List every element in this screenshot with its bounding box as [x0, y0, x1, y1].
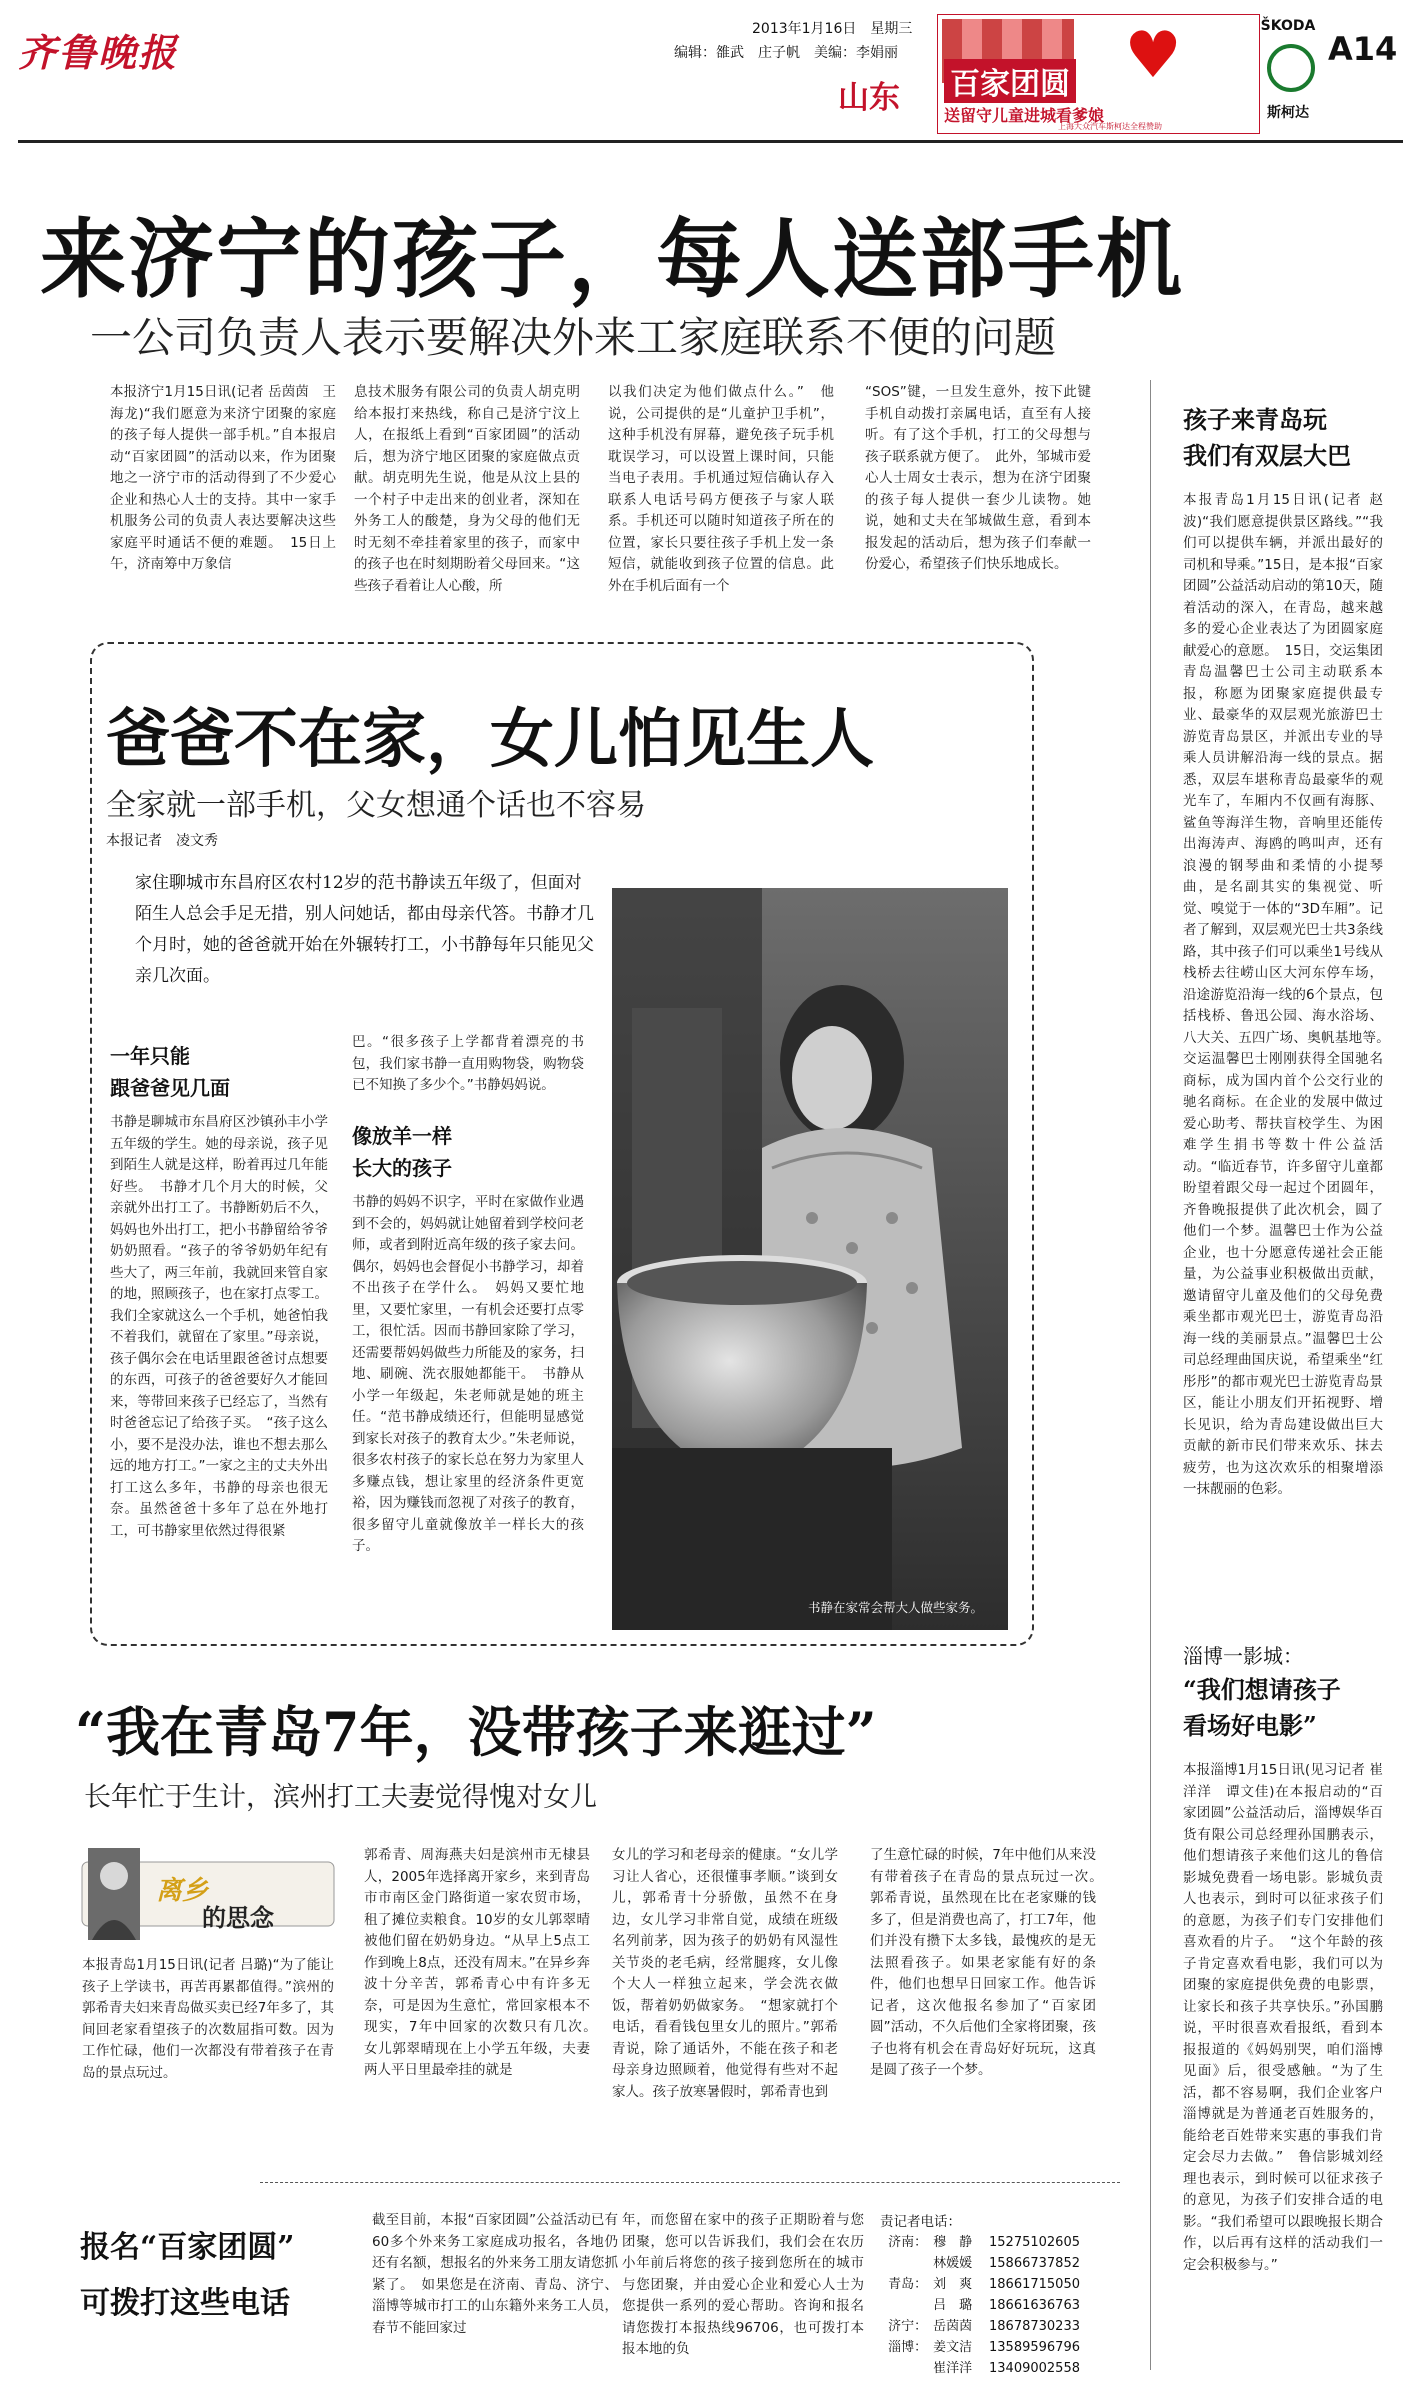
- banner-sponsor: 上海大众汽车斯柯达全程赞助: [1058, 122, 1162, 131]
- feature-column-2b: 书静的妈妈不识字，平时在家做作业遇到不会的，妈妈就让她留着到学校问老师，或者到附近高年级的孩子家去问。偶尔，妈妈也会督促小书静学习，却着不出孩子在学什么。 妈妈又要忙地里，又要忙家里，一有机会还要打点零工，很忙活。因而书静回家除了学习，还需要帮妈妈做些力所能及的家务，扫地、刷碗、洗衣服她都能干。 书静从小学一年级起，朱老师就是她的班主任。“范书静成绩还行，但能明显感觉到家长对孩子的教育太少。”朱老师说，很多农村孩子的家长总在努力为家里人多赚点钱，想让家里的经济条件更宽裕，因为赚钱而忽视了对孩子的教育，很多留守儿童就像放羊一样长大的孩子。: [352, 1194, 584, 1554]
- phone-entry-name: 刘 爽: [933, 2277, 973, 2292]
- zibo-kicker: 淄博一影城：: [1183, 1644, 1303, 1668]
- phone-entry-number: 15866737852: [989, 2256, 1080, 2271]
- phone-entry-city: [880, 2295, 927, 2316]
- phone-box-intro-2: 年，而您留在家中的孩子正期盼着与您团聚，您可以告诉我们，我们会在农历小年前后将您的孩子接到您所在的城市与您团聚，并由爱心企业和爱心人士为您提供一系列的爱心帮助。咨询和报名请您拨打本报热线96706，也可拨打本报本地的负: [622, 2212, 864, 2357]
- lead-subhead: 一公司负责人表示要解决外来工家庭联系不便的问题: [90, 313, 1057, 362]
- qingdao-column-4: 了生意忙碌的时候，7年中他们从来没有带着孩子在青岛的景点玩过一次。 郭希青说，虽然现在比在老家赚的钱多了，但是消费也高了，打工7年，他们并没有攒下太多钱，最愧疚的是无法照看孩子。如果老家能有好的条件，他们也想早日回家工作。他告诉记者，这次他报名参加了“百家团圆”活动，不久后他们全家将团聚，孩子也将有机会在青岛好好玩玩，这真是圆了孩子一个梦。: [870, 1847, 1110, 2078]
- phone-entry-city: 济宁：: [888, 2319, 928, 2334]
- phone-entry-city: [880, 2358, 927, 2379]
- feature-subtitle-1: 一年只能 跟爸爸见几面: [110, 1044, 230, 1100]
- heart-icon: ♥: [1124, 19, 1182, 93]
- section-name: 山东: [838, 80, 900, 116]
- sponsor-brand-cn: 斯柯达: [1267, 105, 1309, 121]
- phone-entry-number: 18661715050: [989, 2277, 1080, 2292]
- qingdao-bus-headline: 孩子来青岛玩 我们有双层大巴: [1183, 405, 1351, 470]
- sponsor-brand: ŠKODA: [1260, 18, 1316, 34]
- feature-byline: 本报记者 凌文秀: [106, 833, 218, 849]
- phone-entry-name: 崔洋洋: [933, 2361, 973, 2376]
- phone-box-intro-1: 截至目前，本报“百家团圆”公益活动已有60多个外来务工家庭成功报名，各地仍还有名额，想报名的外来务工朋友请您抓紧了。 如果您是在济南、青岛、济宁、淄博等城市打工的山东籍外来务工人员，春节不能回家过: [372, 2212, 618, 2336]
- lead-column-2: 息技术服务有限公司的负责人胡克明给本报打来热线，称自己是济宁汶上人，在报纸上看到“百家团圆”的活动后，想为济宁地区团聚的家庭做点贡献。胡克明先生说，他是从汶上县的一个村子中走出来的创业者，深知在外务工人的酸楚，身为父母的他们无时无刻不牵挂着家里的孩子，而家中的孩子也在时刻期盼着父母回来。“这些孩子看着让人心酸，所: [354, 384, 580, 594]
- phone-entry-name: 姜文洁: [933, 2340, 973, 2355]
- qingdao-column-2: 郭希青、周海燕夫妇是滨州市无棣县人，2005年选择离开家乡，来到青岛市市南区金门路街道一家农贸市场，租了摊位卖粮食。10岁的女儿郭翠晴被他们留在奶奶身边。“从早上5点工作到晚上8点，还没有周末。”在异乡奔波十分辛苦，郭希青心中有许多无奈，可是因为生意忙，常回家根本不现实，7年中回家的次数只有几次。 女儿郭翠晴现在上小学五年级，夫妻两人平日里最牵挂的就是: [364, 1847, 604, 2078]
- qingdao-column-1: 本报青岛1月15日讯(记者 吕璐)“为了能让孩子上学读书，再苦再累都值得。”滨州的郭希青夫妇来青岛做买卖已经7年多了，其间回老家看望孩子的次数屈指可数。因为工作忙碌，他们一次都没有带着孩子在青岛的景点玩过。: [82, 1957, 334, 2081]
- header-rule: [18, 140, 1403, 143]
- lead-column-1: 本报济宁1月15日讯(记者 岳茵茵 王海龙)“我们愿意为来济宁团聚的家庭的孩子每人提供一部手机。”自本报启动“百家团圆”的活动以来，作为团聚地之一济宁市的活动得到了不少爱心企业和热心人士的支持。其中一家手机服务公司的负责人表达要解决这些家庭平时通话不便的难题。 15日上午，济南筹中万象信: [110, 384, 336, 572]
- phone-entry-city: 淄博：: [888, 2340, 928, 2355]
- zibo-body: 本报淄博1月15日讯(见习记者 崔洋洋 谭文佳)在本报启动的“百家团圆”公益活动后，淄博娱华百货有限公司总经理孙国鹏表示，他们想请孩子来他们这儿的鲁信影城免费看一场电影。影城负责人也表示，到时可以征求孩子们的意愿，为孩子们专门安排他们喜欢看的片子。 “这个年龄的孩子肯定喜欢看电影，我们可以为团聚的家庭提供免费的电影票，让家长和孩子共享快乐。”孙国鹏说，平时很喜欢看报纸，看到本报报道的《妈妈别哭，咱们淄博见面》后，很受感触。“为了生活，都不容易啊，我们企业客户淄博就是为普通老百姓服务的，能给老百姓带来实惠的事我们肯定会尽力去做。” 鲁信影城刘经理也表示，到时候可以征求孩子的意见，为孩子们安排合适的电影。“我们希望可以跟晚报长期合作，以后再有这样的活动我们一定会积极参与。”: [1183, 1762, 1383, 2273]
- masthead-logo: 齐鲁晚报: [18, 30, 179, 75]
- feature-photo: [612, 888, 1008, 1630]
- skoda-arrow-icon: [1267, 44, 1315, 92]
- feature-headline: 爸爸不在家，女儿怕见生人: [106, 702, 874, 777]
- phone-box-headline: 报名“百家团圆” 可拨打这些电话: [80, 2230, 295, 2321]
- phone-entry-city: [880, 2253, 927, 2274]
- phone-entry-number: 13409002558: [989, 2361, 1080, 2376]
- phone-entry-name: 吕 璐: [933, 2298, 973, 2313]
- girl-cooking-photo: [612, 888, 1008, 1630]
- phone-entry-city: 青岛：: [888, 2277, 928, 2292]
- feature-subtitle-2: 像放羊一样 长大的孩子: [352, 1124, 452, 1180]
- phone-entry-city: 济南：: [888, 2235, 928, 2250]
- qingdao-column-3: 女儿的学习和老母亲的健康。“女儿学习让人省心，还很懂事孝顺。”谈到女儿，郭希青十分骄傲，虽然不在身边，女儿学习非常自觉，成绩在班级名列前茅，因为孩子的奶奶有风湿性关节炎的老毛病，经常腿疼，女儿像个大人一样独立起来，学会洗衣做饭，帮着奶奶做家务。 “想家就打个电话，看看钱包里女儿的照片。”郭希青说，除了通话外，不能在孩子和老母亲身边照顾着，他觉得有些对不起家人。孩子放寒暑假时，郭希青也到: [612, 1847, 838, 2100]
- page-number: A14: [1328, 30, 1398, 68]
- phone-entry-number: 15275102605: [989, 2235, 1080, 2250]
- date-line: 2013年1月16日 星期三: [752, 21, 913, 37]
- phone-entry: [880, 2316, 1080, 2337]
- phone-entry: [880, 2232, 1080, 2253]
- phone-list: [880, 2232, 1080, 2379]
- phone-entry: [880, 2337, 1080, 2358]
- phone-box-rule: [260, 2182, 1120, 2184]
- badge-text-bottom: 的思念: [202, 1903, 274, 1932]
- homesick-badge: [82, 1842, 334, 1946]
- phone-entry: [880, 2295, 1080, 2316]
- phone-entry-name: 岳茵茵: [933, 2319, 973, 2334]
- qingdao-bus-body: 本报青岛1月15日讯(记者 赵波)“我们愿意提供景区路线。”“我们可以提供车辆，并派出最好的司机和导乘。”15日，是本报“百家团圆”公益活动启动的第10天，随着活动的深入，在青岛，越来越多的爱心企业表达了为团圆家庭献爱心的意愿。 15日，交运集团青岛温馨巴士公司主动联系本报，称愿为团聚家庭提供最专业、最豪华的双层观光旅游巴士游览青岛景区，并派出专业的导乘人员讲解沿海一线的景点。据悉，双层车堪称青岛最豪华的观光车了，车厢内不仅画有海豚、鲨鱼等海洋生物，音响里还能传出海涛声、海鸥的鸣叫声，还有浪漫的钢琴曲和柔情的小提琴曲，是名副其实的集视觉、听觉、嗅觉于一体的“3D车厢”。记者了解到，双层观光巴士共3条线路，其中孩子们可以乘坐1号线从栈桥去往崂山区大河东停车场，沿途游览沿海一线的6个景点，包括栈桥、鲁迅公园、海水浴场、八大关、五四广场、奥帆基地等。 交运温馨巴士刚刚获得全国驰名商标，成为国内首个公交行业的驰名商标。在企业的发展中做过爱心助考、帮扶盲校学生、为困难学生捐书等数十件公益活动。“临近春节，许多留守儿童都盼望着跟父母一起过个团圆年，齐鲁晚报提供了此次机会，圆了他们一个梦。温馨巴士作为公益企业，也十分愿意传递社会正能量，为公益事业积极做出贡献，邀请留守儿童及他们的父母免费乘坐都市观光巴士，游览青岛沿海一线的美丽景点。”温馨巴士公司总经理曲国庆说，希望乘坐“红彤彤”的都市观光巴士游览青岛景区，能让小朋友们开拓视野、增长见识，给为青岛建设做出巨大贡献的新市民们带来欢乐、抹去疲劳，也为这次欢乐的相聚增添一抹靓丽的色彩。: [1183, 492, 1397, 1497]
- phone-entry-number: 18678730233: [989, 2319, 1080, 2334]
- zibo-headline: “我们想请孩子 看场好电影”: [1183, 1675, 1341, 1740]
- phone-list-title: 责记者电话：: [880, 2214, 961, 2230]
- sponsor-logo: [1258, 14, 1318, 132]
- lead-column-3: 以我们决定为他们做点什么。” 他说，公司提供的是“儿童护卫手机”，这种手机没有屏幕，避免孩子玩手机耽误学习，可以设置上课时间，只能当电子表用。手机通过短信确认存入联系人电话号码方便孩子与家人联系。手机还可以随时知道孩子所在的位置，家长只要往孩子手机上发一条短信，就能收到孩子位置的信息。此外在手机后面有一个: [608, 384, 834, 594]
- qingdao-headline: “我在青岛7年，没带孩子来逛过”: [75, 1700, 877, 1764]
- phone-entry: [880, 2253, 1080, 2274]
- banner-subtitle: 送留守儿童进城看爹娘: [944, 106, 1105, 125]
- badge-text-top: 离乡: [156, 1876, 209, 1906]
- editors-line: 编辑：雒武 庄子帆 美编：李娟丽: [674, 45, 898, 61]
- phone-entry-name: 林媛媛: [933, 2256, 973, 2271]
- qingdao-subhead: 长年忙于生计，滨州打工夫妻觉得愧对女儿: [84, 1782, 597, 1813]
- phone-entry-name: 穆 静: [933, 2235, 973, 2250]
- feature-subhead: 全家就一部手机，父女想通个话也不容易: [106, 788, 646, 823]
- campaign-banner[interactable]: [937, 14, 1260, 134]
- feature-column-2a: 巴。“很多孩子上学都背着漂亮的书包，我们家书静一直用购物袋，购物袋已不知换了多少个。”书静妈妈说。: [352, 1034, 584, 1093]
- lead-headline: 来济宁的孩子，每人送部手机: [40, 209, 1184, 310]
- phone-entry: [880, 2358, 1080, 2379]
- column-divider: [1150, 380, 1151, 2370]
- banner-title: 百家团圆: [944, 59, 1076, 103]
- feature-lead: 家住聊城市东昌府区农村12岁的范书静读五年级了，但面对陌生人总会手足无措，别人问她话，都由母亲代答。书静才几个月时，她的爸爸就开始在外辗转打工，小书静每年只能见父亲几次面。: [135, 873, 594, 986]
- phone-entry: [880, 2274, 1080, 2295]
- phone-entry-number: 18661636763: [989, 2298, 1080, 2313]
- feature-column-1: 书静是聊城市东昌府区沙镇孙丰小学五年级的学生。她的母亲说，孩子见到陌生人就是这样，盼着再过几年能好些。 书静才几个月大的时候，父亲就外出打工了。书静断奶后不久，妈妈也外出打工，把小书静留给爷爷奶奶照看。“孩子的爷爷奶奶年纪有些大了，两三年前，我就回来管自家的地，照顾孩子，也在家打点零工。我们全家就这么一个手机，她爸怕我不着我们，就留在了家里。”母亲说，孩子偶尔会在电话里跟爸爸讨点想要的东西，可孩子的爸爸要好久才能回来，等带回来孩子已经忘了，当然有时爸爸忘记了给孩子买。 “孩子这么小，要不是没办法，谁也不想去那么远的地方打工。”一家之主的丈夫外出打工这么多年，书静的母亲也很无奈。虽然爸爸十多年了总在外地打工，可书静家里依然过得很紧: [110, 1114, 328, 1539]
- photo-caption: 书静在家常会帮大人做些家务。: [808, 1600, 984, 1615]
- lead-column-4: “SOS”键，一旦发生意外，按下此键手机自动拨打亲属电话，直至有人接听。有了这个手机，打工的父母想与孩子联系就方便了。 此外，邹城市爱心人士周女士表示，想为在济宁团聚的孩子每人提供一套少儿读物。她说，她和丈夫在邹城做生意，看到本报发起的活动后，想为孩子们奉献一份爱心，希望孩子们快乐地成长。: [865, 384, 1091, 572]
- phone-entry-number: 13589596796: [989, 2340, 1080, 2355]
